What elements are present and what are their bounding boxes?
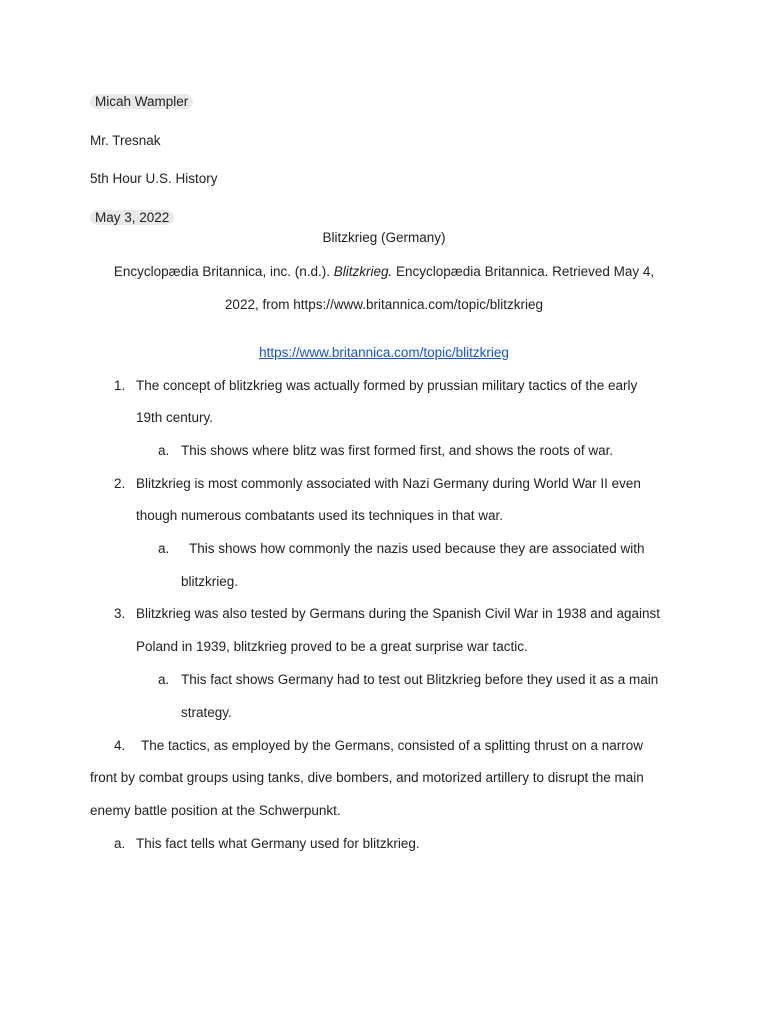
item-text-line: Blitzkrieg was also tested by Germans during the Spanish Civil War in 1938 and against	[136, 606, 661, 621]
student-name-chip: Micah Wampler	[90, 94, 193, 109]
citation-work-title: Blitzkrieg.	[333, 264, 393, 279]
item-text-line: 19th century.	[136, 410, 214, 425]
citation-link[interactable]: https://www.britannica.com/topic/blitzkrieg	[259, 345, 509, 360]
item-text-line: The concept of blitzkrieg was actually formed by prussian military tactics of the early	[136, 378, 638, 393]
teacher-name: Mr. Tresnak	[90, 133, 161, 148]
sub-item-letter: a.	[114, 836, 126, 851]
item-text-line: Blitzkrieg is most commonly associated with Nazi Germany during World War II even	[136, 476, 641, 491]
item-number: 2.	[114, 476, 126, 491]
student-name	[90, 93, 193, 111]
sub-item-letter: a.	[158, 541, 170, 556]
sub-item-letter: a.	[158, 672, 170, 687]
item-text-line: enemy battle position at the Schwerpunkt.	[90, 803, 341, 818]
item-text-line: The tactics, as employed by the Germans, consisted of a splitting thrust on a narrow	[141, 738, 643, 753]
class-name: 5th Hour U.S. History	[90, 171, 218, 186]
item-number: 4.	[114, 738, 126, 753]
item-text-line: Poland in 1939, blitzkrieg proved to be a great surprise war tactic.	[136, 639, 528, 654]
item-text-line: though numerous combatants used its techniques in that war.	[136, 508, 503, 523]
citation-link-row	[0, 344, 768, 362]
citation-publisher: Encyclopædia Britannica, inc. (n.d.).	[113, 264, 330, 279]
page-title: Blitzkrieg (Germany)	[322, 230, 446, 245]
citation-rest: Encyclopædia Britannica. Retrieved May 4,	[396, 264, 655, 279]
sub-item-text-line: This fact tells what Germany used for blitzkrieg.	[136, 836, 420, 851]
sub-item-text-line: strategy.	[181, 705, 232, 720]
sub-item-text-line: This fact shows Germany had to test out Blitzkrieg before they used it as a main	[181, 672, 659, 687]
citation-line-2: 2022, from https://www.britannica.com/topic/blitzkrieg	[224, 297, 544, 312]
sub-item-letter: a.	[158, 443, 170, 458]
sub-item-text-line: This shows how commonly the nazis used because they are associated with	[189, 541, 645, 556]
item-number: 1.	[114, 378, 126, 393]
date	[90, 209, 174, 227]
item-number: 3.	[114, 606, 126, 621]
sub-item-text-line: This shows where blitz was first formed first, and shows the roots of war.	[181, 443, 614, 458]
date-chip: May 3, 2022	[90, 210, 174, 225]
sub-item-text-line: blitzkrieg.	[181, 574, 239, 589]
item-text-line: front by combat groups using tanks, dive bombers, and motorized artillery to disrupt the main	[90, 770, 644, 785]
citation-line-1	[0, 263, 768, 281]
